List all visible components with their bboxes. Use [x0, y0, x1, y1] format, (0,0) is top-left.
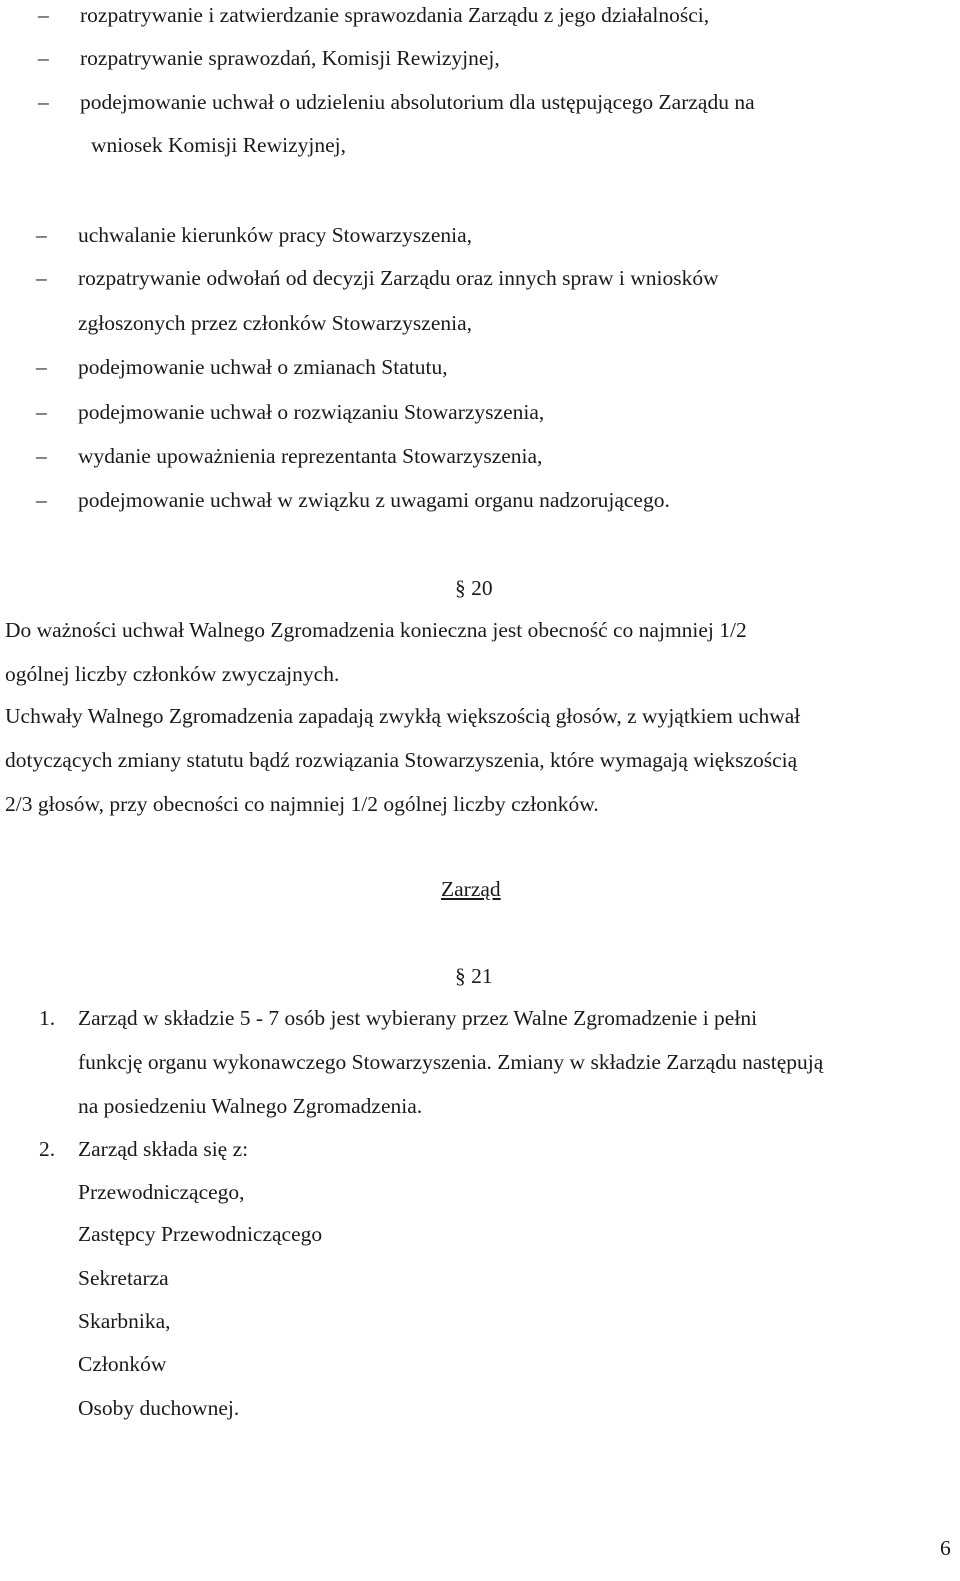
paragraph-line: Zarząd składa się z:: [78, 1137, 249, 1161]
paragraph-line: ogólnej liczby członków zwyczajnych.: [5, 662, 340, 686]
list-dash: –: [36, 223, 47, 247]
page-number: 6: [940, 1536, 951, 1560]
member-role: Sekretarza: [78, 1266, 169, 1290]
list-dash: –: [38, 46, 49, 70]
list-item: wydanie upoważnienia reprezentanta Stowarzyszenia,: [78, 444, 543, 468]
list-dash: –: [36, 488, 47, 512]
list-item: rozpatrywanie i zatwierdzanie sprawozdania Zarządu z jego działalności,: [80, 3, 710, 27]
list-item: podejmowanie uchwał o zmianach Statutu,: [78, 355, 448, 379]
list-dash: –: [38, 3, 49, 27]
member-role: Skarbnika,: [78, 1309, 171, 1333]
chapter-heading: Zarząd: [441, 877, 501, 901]
list-dash: –: [38, 90, 49, 114]
list-item: podejmowanie uchwał o rozwiązaniu Stowarzyszenia,: [78, 400, 545, 424]
list-dash: –: [36, 355, 47, 379]
paragraph-line: dotyczących zmiany statutu bądź rozwiązania Stowarzyszenia, które wymagają większością: [5, 748, 798, 772]
paragraph-line: funkcję organu wykonawczego Stowarzyszenia. Zmiany w składzie Zarządu następują: [78, 1050, 824, 1074]
member-role: Członków: [78, 1352, 167, 1376]
section-heading: § 20: [455, 576, 493, 600]
paragraph-line: Uchwały Walnego Zgromadzenia zapadają zwykłą większością głosów, z wyjątkiem uchwał: [5, 704, 801, 728]
list-dash: –: [36, 400, 47, 424]
list-dash: –: [36, 444, 47, 468]
item-number: 2.: [39, 1137, 56, 1161]
paragraph-line: Zarząd w składzie 5 - 7 osób jest wybierany przez Walne Zgromadzenie i pełni: [78, 1006, 758, 1030]
list-item: rozpatrywanie odwołań od decyzji Zarządu oraz innych spraw i wniosków: [78, 266, 719, 290]
list-item: podejmowanie uchwał o udzieleniu absolutorium dla ustępującego Zarządu na: [80, 90, 755, 114]
section-heading: § 21: [455, 964, 493, 988]
list-item: rozpatrywanie sprawozdań, Komisji Rewizyjnej,: [80, 46, 500, 70]
paragraph-line: na posiedzeniu Walnego Zgromadzenia.: [78, 1094, 423, 1118]
list-dash: –: [36, 266, 47, 290]
list-item: podejmowanie uchwał w związku z uwagami organu nadzorującego.: [78, 488, 670, 512]
list-item-continuation: wniosek Komisji Rewizyjnej,: [91, 133, 346, 157]
member-role: Osoby duchownej.: [78, 1396, 240, 1420]
list-item-continuation: zgłoszonych przez członków Stowarzyszenia,: [78, 311, 473, 335]
item-number: 1.: [39, 1006, 56, 1030]
member-role: Przewodniczącego,: [78, 1180, 245, 1204]
member-role: Zastępcy Przewodniczącego: [78, 1222, 323, 1246]
list-item: uchwalanie kierunków pracy Stowarzyszenia,: [78, 223, 473, 247]
paragraph-line: 2/3 głosów, przy obecności co najmniej 1/2 ogólnej liczby członków.: [5, 792, 599, 816]
paragraph-line: Do ważności uchwał Walnego Zgromadzenia konieczna jest obecność co najmniej 1/2: [5, 618, 747, 642]
